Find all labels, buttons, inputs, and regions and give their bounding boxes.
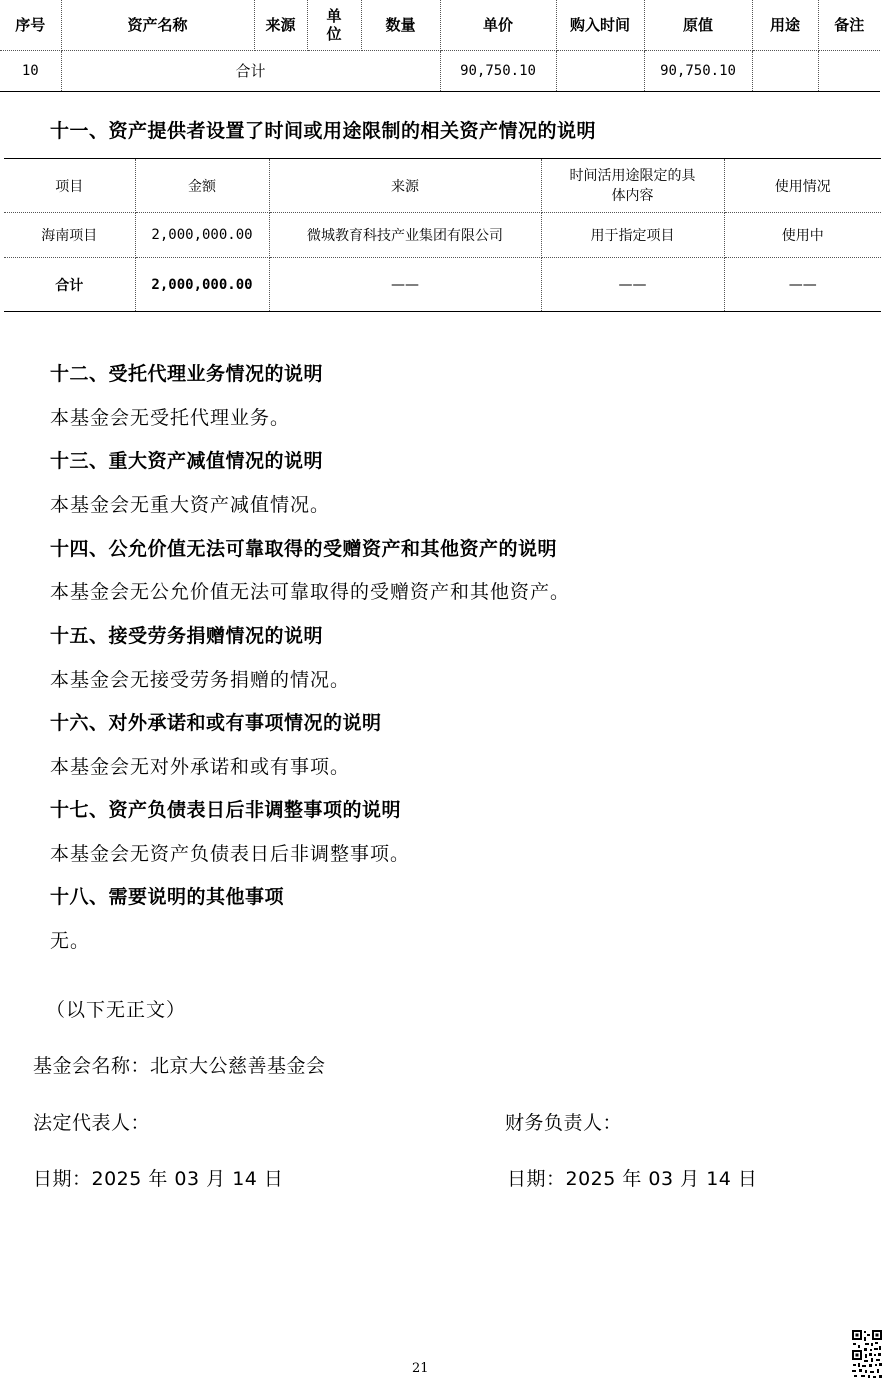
header-cell: 备注 <box>818 0 880 50</box>
section-title: 十七、资产负债表日后非调整事项的说明 <box>50 799 402 821</box>
section-title: 十二、受托代理业务情况的说明 <box>50 363 324 385</box>
header-cell: 数量 <box>361 0 440 50</box>
date-left: 日期：2025 年 03 月 14 日 <box>33 1168 284 1190</box>
section-body: 本基金会无受托代理业务。 <box>50 407 291 429</box>
header-cell: 用途 <box>752 0 818 50</box>
empty-cell <box>556 50 644 91</box>
header-cell: 使用情况 <box>724 159 881 213</box>
restricted-assets-table <box>4 158 881 312</box>
section-body: 本基金会无资产负债表日后非调整事项。 <box>50 843 411 865</box>
empty-cell <box>818 50 880 91</box>
table-row <box>4 258 881 312</box>
header-cell: 金额 <box>135 159 269 213</box>
cell: 2,000,000.00 <box>135 213 269 258</box>
header-cell: 单价 <box>440 0 556 50</box>
end-note: （以下无正文） <box>46 999 187 1021</box>
section-body: 本基金会无重大资产减值情况。 <box>50 494 331 516</box>
section-title: 十四、公允价值无法可靠取得的受赠资产和其他资产的说明 <box>50 538 558 560</box>
section-body: 本基金会无公允价值无法可靠取得的受赠资产和其他资产。 <box>50 581 571 603</box>
unit-price: 90,750.10 <box>440 50 556 91</box>
cell: 合计 <box>4 258 135 312</box>
cell: 微城教育科技产业集团有限公司 <box>269 213 541 258</box>
legal-representative: 法定代表人： <box>33 1112 151 1134</box>
section-title: 十三、重大资产减值情况的说明 <box>50 450 324 472</box>
header-cell: 单 位 <box>307 0 361 50</box>
qr-code-icon <box>851 1329 883 1379</box>
section-title: 十一、资产提供者设置了时间或用途限制的相关资产情况的说明 <box>50 120 597 142</box>
asset-table-header <box>0 0 880 50</box>
empty-cell <box>752 50 818 91</box>
cell: 2,000,000.00 <box>135 258 269 312</box>
header-cell: 原值 <box>644 0 752 50</box>
finance-head: 财务负责人： <box>505 1112 623 1134</box>
table-header <box>4 159 881 213</box>
header-cell: 资产名称 <box>61 0 254 50</box>
row-index: 10 <box>0 50 61 91</box>
cell: —— <box>269 258 541 312</box>
header-cell: 时间活用途限定的具 体内容 <box>541 159 724 213</box>
total-label: 合计 <box>61 50 440 91</box>
section-body: 无。 <box>50 930 91 952</box>
header-cell: 来源 <box>254 0 307 50</box>
section-title: 十六、对外承诺和或有事项情况的说明 <box>50 712 382 734</box>
cell: 使用中 <box>724 213 881 258</box>
cell: —— <box>724 258 881 312</box>
cell: 海南项目 <box>4 213 135 258</box>
cell: 用于指定项目 <box>541 213 724 258</box>
section-title: 十五、接受劳务捐赠情况的说明 <box>50 625 324 647</box>
table-row <box>0 50 880 91</box>
section-body: 本基金会无接受劳务捐赠的情况。 <box>50 669 351 691</box>
header-cell: 序号 <box>0 0 61 50</box>
org-name: 基金会名称：北京大公慈善基金会 <box>33 1055 326 1077</box>
original-value: 90,750.10 <box>644 50 752 91</box>
page-number: 21 <box>412 1361 429 1376</box>
header-cell: 购入时间 <box>556 0 644 50</box>
asset-table <box>0 0 880 92</box>
header-cell: 来源 <box>269 159 541 213</box>
section-body: 本基金会无对外承诺和或有事项。 <box>50 756 351 778</box>
table-row <box>4 213 881 258</box>
cell: —— <box>541 258 724 312</box>
header-cell: 项目 <box>4 159 135 213</box>
date-right: 日期：2025 年 03 月 14 日 <box>507 1168 758 1190</box>
section-title: 十八、需要说明的其他事项 <box>50 886 285 908</box>
